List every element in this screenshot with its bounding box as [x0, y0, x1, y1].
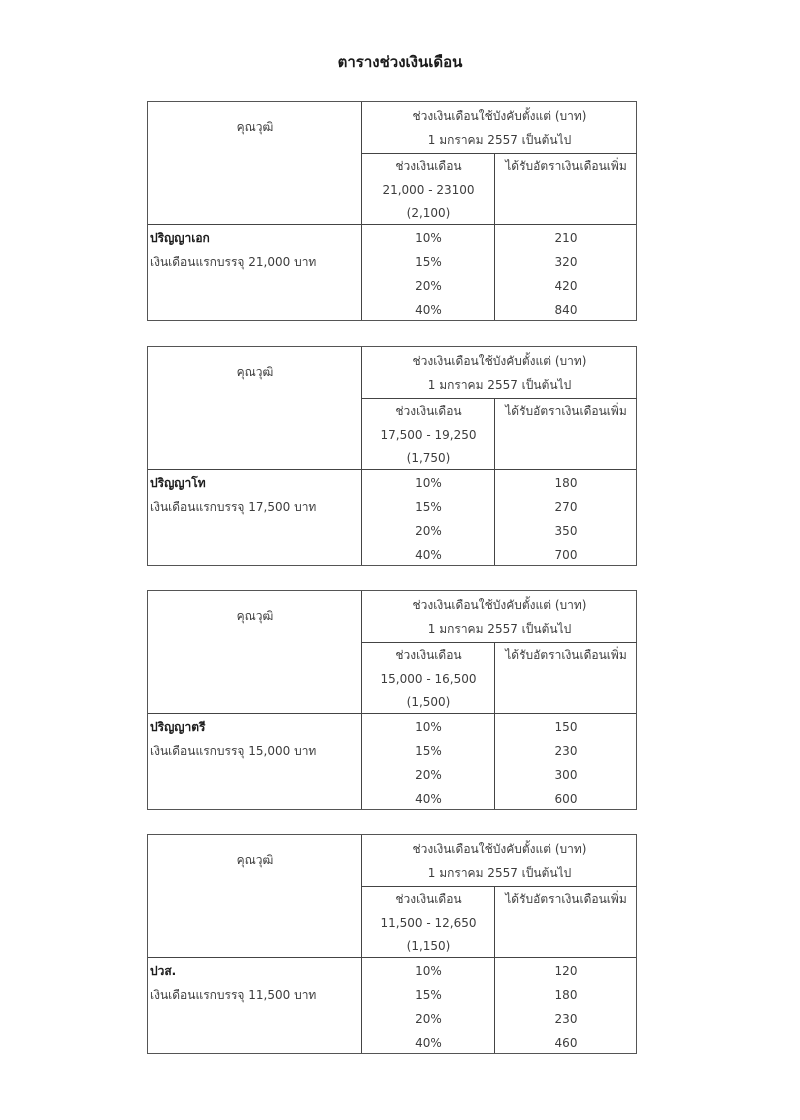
- effective-header-line2: 1 มกราคม 2557 เป็นต้นไป: [427, 866, 572, 880]
- amount-cell: 600: [554, 792, 578, 806]
- increase-header: ได้รับอัตราเงินเดือนเพิ่ม: [505, 648, 627, 662]
- percent-cell: 20%: [415, 279, 442, 293]
- amount-cell: 230: [554, 744, 578, 758]
- amount-cell: 320: [554, 255, 578, 269]
- percent-cell: 15%: [415, 255, 442, 269]
- salary-table: [147, 590, 637, 810]
- increase-header: ได้รับอัตราเงินเดือนเพิ่ม: [505, 892, 627, 906]
- starting-salary: เงินเดือนแรกบรรจุ 15,000 บาท: [150, 744, 317, 758]
- range-value: 11,500 - 12,650: [380, 916, 477, 930]
- percent-cell: 40%: [415, 792, 442, 806]
- effective-header-line2: 1 มกราคม 2557 เป็นต้นไป: [427, 133, 572, 147]
- amount-cell: 270: [554, 500, 578, 514]
- range-diff: (1,750): [406, 451, 451, 465]
- amount-cell: 300: [554, 768, 578, 782]
- salary-table: [147, 101, 637, 321]
- qualification-header: คุณวุฒิ: [236, 120, 274, 134]
- percent-cell: 15%: [415, 988, 442, 1002]
- amount-cell: 700: [554, 548, 578, 562]
- amount-cell: 180: [554, 476, 578, 490]
- qualification-header: คุณวุฒิ: [236, 609, 274, 623]
- percent-cell: 10%: [415, 231, 442, 245]
- range-label: ช่วงเงินเดือน: [395, 404, 462, 418]
- range-diff: (1,500): [406, 695, 451, 709]
- starting-salary: เงินเดือนแรกบรรจุ 11,500 บาท: [150, 988, 317, 1002]
- range-diff: (1,150): [406, 939, 451, 953]
- percent-cell: 15%: [415, 744, 442, 758]
- qualification-header: คุณวุฒิ: [236, 365, 274, 379]
- degree-label: ปริญญาโท: [150, 476, 206, 490]
- range-diff: (2,100): [406, 206, 451, 220]
- effective-header-line2: 1 มกราคม 2557 เป็นต้นไป: [427, 378, 572, 392]
- percent-cell: 10%: [415, 720, 442, 734]
- effective-header-line1: ช่วงเงินเดือนใช้บังคับตั้งแต่ (บาท): [412, 109, 587, 123]
- amount-cell: 460: [554, 1036, 578, 1050]
- percent-cell: 40%: [415, 1036, 442, 1050]
- range-value: 15,000 - 16,500: [380, 672, 477, 686]
- range-label: ช่วงเงินเดือน: [395, 892, 462, 906]
- increase-header: ได้รับอัตราเงินเดือนเพิ่ม: [505, 159, 627, 173]
- percent-cell: 40%: [415, 548, 442, 562]
- percent-cell: 10%: [415, 476, 442, 490]
- amount-cell: 180: [554, 988, 578, 1002]
- effective-header-line1: ช่วงเงินเดือนใช้บังคับตั้งแต่ (บาท): [412, 598, 587, 612]
- increase-header: ได้รับอัตราเงินเดือนเพิ่ม: [505, 404, 627, 418]
- amount-cell: 120: [554, 964, 578, 978]
- qualification-header: คุณวุฒิ: [236, 853, 274, 867]
- percent-cell: 10%: [415, 964, 442, 978]
- degree-label: ปริญญาเอก: [150, 231, 210, 245]
- percent-cell: 40%: [415, 303, 442, 317]
- range-value: 17,500 - 19,250: [380, 428, 477, 442]
- percent-cell: 15%: [415, 500, 442, 514]
- range-label: ช่วงเงินเดือน: [395, 648, 462, 662]
- salary-table: [147, 346, 637, 566]
- amount-cell: 230: [554, 1012, 578, 1026]
- percent-cell: 20%: [415, 768, 442, 782]
- degree-label: ปวส.: [150, 964, 177, 978]
- page-title: ตารางช่วงเงินเดือน: [337, 53, 463, 71]
- amount-cell: 350: [554, 524, 578, 538]
- percent-cell: 20%: [415, 524, 442, 538]
- effective-header-line1: ช่วงเงินเดือนใช้บังคับตั้งแต่ (บาท): [412, 354, 587, 368]
- effective-header-line2: 1 มกราคม 2557 เป็นต้นไป: [427, 622, 572, 636]
- starting-salary: เงินเดือนแรกบรรจุ 21,000 บาท: [150, 255, 317, 269]
- effective-header-line1: ช่วงเงินเดือนใช้บังคับตั้งแต่ (บาท): [412, 842, 587, 856]
- amount-cell: 840: [554, 303, 578, 317]
- salary-table: [147, 834, 637, 1054]
- range-value: 21,000 - 23100: [382, 183, 475, 197]
- amount-cell: 210: [554, 231, 578, 245]
- percent-cell: 20%: [415, 1012, 442, 1026]
- range-label: ช่วงเงินเดือน: [395, 159, 462, 173]
- starting-salary: เงินเดือนแรกบรรจุ 17,500 บาท: [150, 500, 317, 514]
- amount-cell: 150: [554, 720, 578, 734]
- degree-label: ปริญญาตรี: [150, 720, 206, 734]
- amount-cell: 420: [554, 279, 578, 293]
